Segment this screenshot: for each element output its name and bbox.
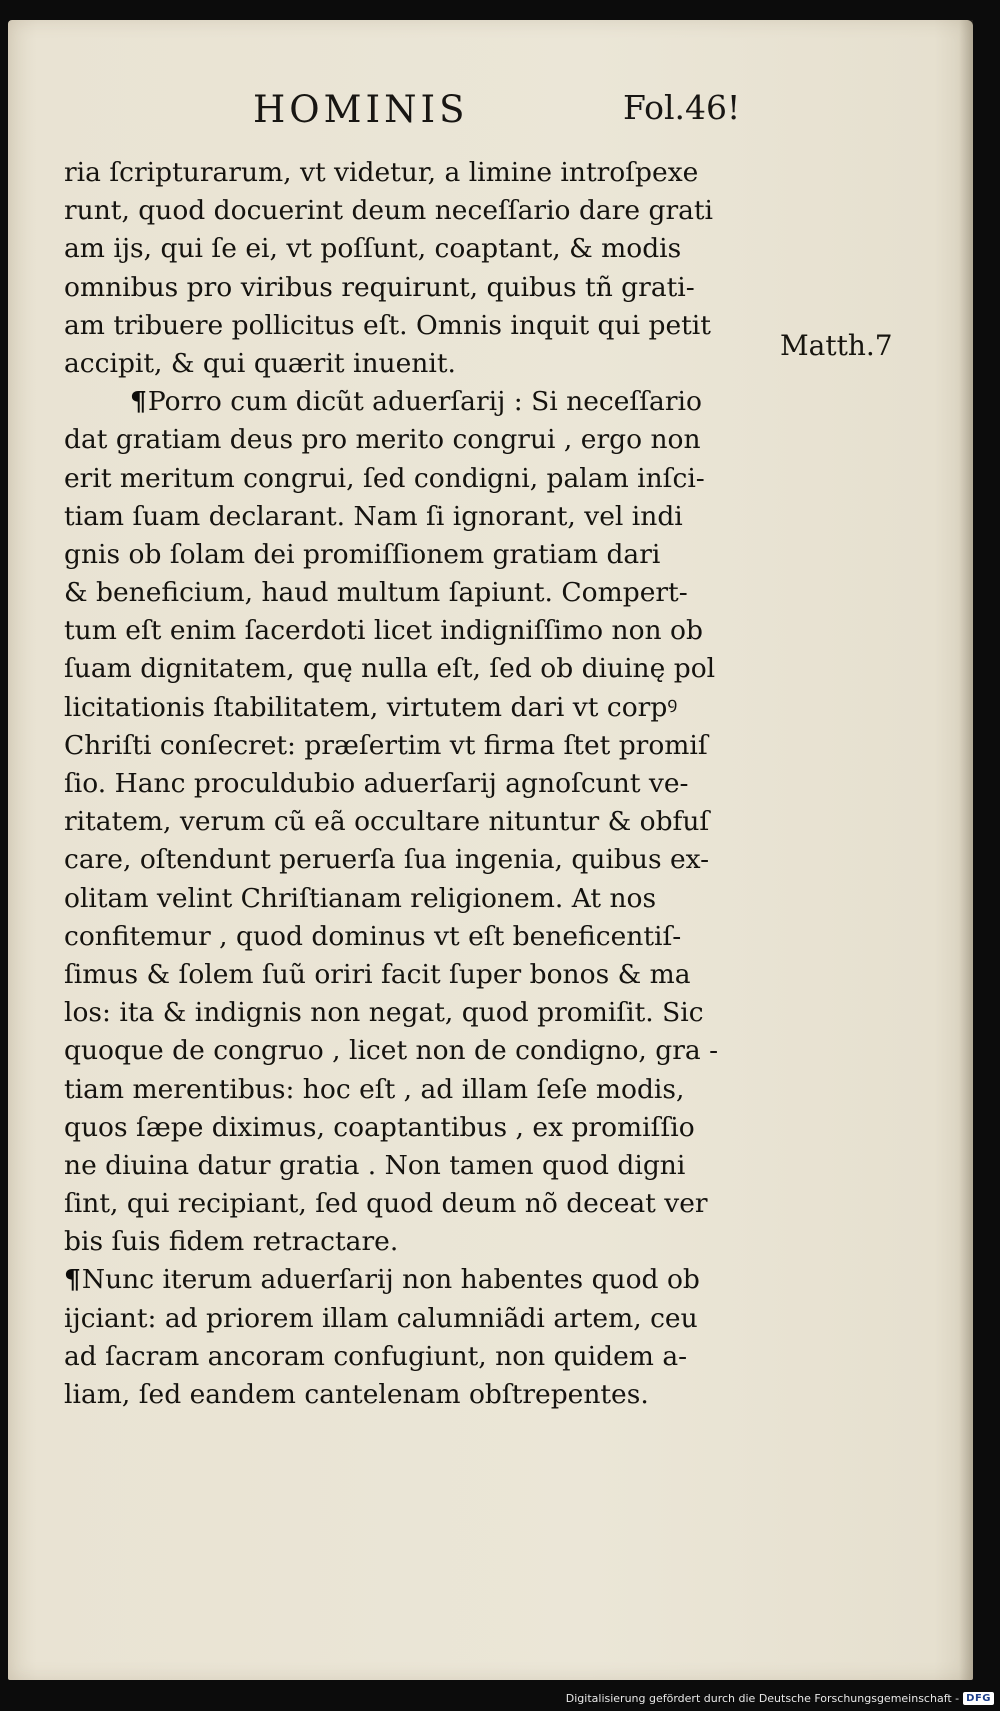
text-line-content: ria ſcripturarum, vt videtur, a limine introſpexe [64,157,699,188]
digitization-credit [566,1689,994,1707]
text-line-content: los: ita & indignis non negat, quod promiſit. Sic [64,997,704,1029]
marginal-note: Matth.7 [780,329,893,362]
text-line-content: liam, ſed eandem cantelenam obſtrepentes. [64,1379,649,1410]
running-head: HOMINIS [253,88,469,131]
text-line-content: am ijs, qui ſe ei, vt poſſunt, coaptant, & modis [64,233,682,265]
text-line [64,345,770,383]
text-line [64,1032,770,1070]
text-line-content: bis ſuis fidem retractare. [64,1226,399,1258]
book-page [8,20,973,1680]
text-line [64,1147,770,1185]
text-line [64,307,770,345]
text-line [64,803,770,841]
text-line-content: Porro cum dicũt aduerſarij : Si neceſſario [147,386,702,418]
text-line-content: ad ſacram ancoram confugiunt, non quidem a- [64,1340,688,1372]
text-line [64,689,770,727]
text-line [64,192,770,230]
text-line [64,498,770,536]
main-text-block [64,154,770,1414]
text-line [64,612,770,650]
text-line-content: tiam ſuam declarant. Nam ſi ignorant, vel indi [64,500,683,532]
text-line-content: accipit, & qui quærit inuenit. [64,347,456,379]
text-line-content: ritatem, verum cũ eã occultare nituntur & obfuſ [64,806,710,838]
text-line [64,383,770,421]
text-line [64,154,770,192]
text-line-content: ſimus & ſolem ſuũ oriri facit ſuper bonos & ma [64,958,691,990]
text-line-content: tiam merentibus: hoc eſt , ad illam ſeſe modis, [64,1073,685,1105]
text-line [64,574,770,612]
text-line-content: quoque de congruo , licet non de condigno, gra - [64,1035,719,1067]
text-line [64,1109,770,1147]
text-line-content: Nunc iterum aduerſarij non habentes quod ob [81,1264,700,1296]
folio-number: Fol.46! [623,88,741,127]
dfg-logo: DFG [963,1692,994,1705]
text-line-content: licitationis ſtabilitatem, virtutem dari vt corpꝰ [64,691,678,723]
text-line [64,230,770,268]
text-line [64,1300,770,1338]
text-line [64,765,770,803]
text-line [64,460,770,498]
text-line-content: tum eſt enim ſacerdoti licet indigniſſimo non ob [64,615,703,647]
text-line-content: ſio. Hanc proculdubio aduerſarij agnoſcunt ve- [64,768,689,799]
text-line [64,421,770,459]
text-line [64,841,770,879]
text-line-content: runt, quod docuerint deum neceſſario dare grati [64,195,714,227]
text-line [64,269,770,307]
text-line-content: omnibus pro viribus requirunt, quibus tñ grati- [64,271,695,303]
text-line-content: quos ſæpe diximus, coaptantibus , ex promiſſio [64,1111,695,1143]
paragraph-mark-icon: ¶ [64,1264,81,1296]
text-line [64,650,770,688]
text-line [64,994,770,1032]
text-line-content: ſint, qui recipiant, ſed quod deum nõ deceat ver [64,1188,708,1220]
text-line [64,1223,770,1261]
text-line-content: ne diuina datur gratia . Non tamen quod digni [64,1149,686,1181]
text-line [64,956,770,994]
page-header [253,88,753,148]
text-line-content: & beneficium, haud multum ſapiunt. Compert- [64,577,688,609]
text-line [64,880,770,918]
text-line-content: am tribuere pollicitus eſt. Omnis inquit qui petit [64,309,711,341]
text-line [64,1376,770,1414]
text-line-content: care, oſtendunt peruerſa ſua ingenia, quibus ex- [64,844,710,876]
text-line-content: ſuam dignitatem, quę nulla eſt, ſed ob diuinę pol [64,653,716,685]
text-line-content: confitemur , quod dominus vt eſt beneficentiſ- [64,920,682,952]
credit-text: Digitalisierung gefördert durch die Deutsche Forschungsgemeinschaft - [565,1691,960,1705]
text-line [64,1261,770,1299]
text-line-content: gnis ob ſolam dei promiſſionem gratiam dari [64,538,661,570]
text-line-content: Chriſti conſecret: præſertim vt firma ſtet promiſ [64,729,708,761]
text-line [64,1185,770,1223]
text-line [64,918,770,956]
text-line [64,727,770,765]
text-line [64,1338,770,1376]
text-line-content: olitam velint Chriſtianam religionem. At nos [64,882,657,914]
page-edge-shadow [959,20,973,1680]
paragraph-mark-icon: ¶ [130,386,147,418]
text-line-content: ijciant: ad priorem illam calumniãdi artem, ceu [64,1302,698,1334]
text-line-content: dat gratiam deus pro merito congrui , ergo non [64,424,701,456]
text-line-content: erit meritum congrui, ſed condigni, palam inſci- [64,462,705,494]
text-line [64,536,770,574]
text-line [64,1071,770,1109]
